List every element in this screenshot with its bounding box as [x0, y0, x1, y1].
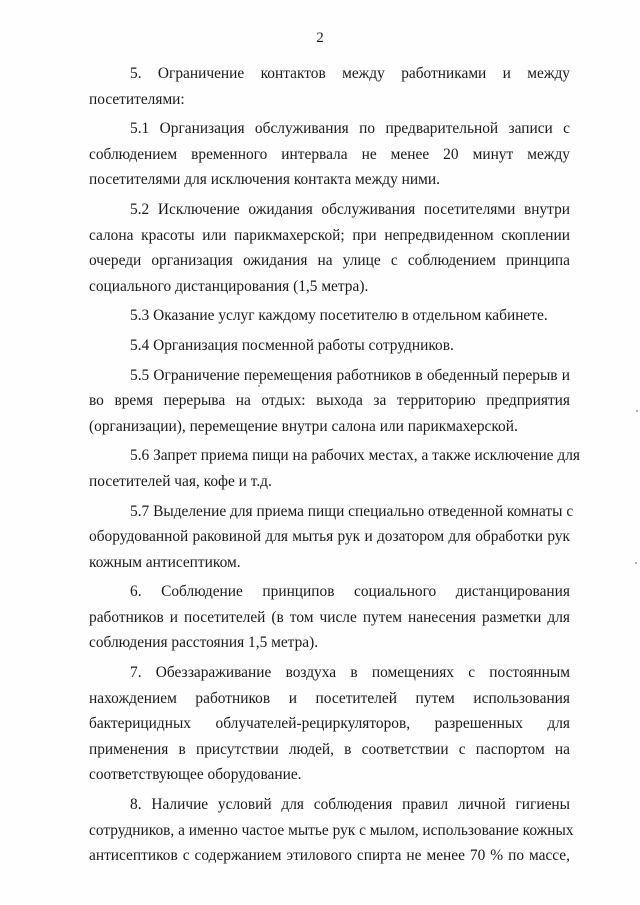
paragraph-5 [89, 61, 570, 112]
paragraph-5-2 [89, 197, 570, 299]
text-line: (организации), перемещение внутри салона или парикмахерской. [89, 417, 518, 435]
text-line: соблюдением временного интервала не менее 20 минут между [89, 145, 570, 163]
text-line: оборудованной раковиной для мытья рук и дозатором для обработки рук [89, 528, 570, 546]
scan-speck [635, 562, 637, 564]
text-line: во время перерыва на отдых: выхода за территорию предприятия [89, 392, 570, 410]
paragraph-6 [89, 579, 570, 656]
text-line: 5.3 Оказание услуг каждому посетителю в отдельном кабинете. [130, 307, 548, 325]
paragraph-5-5 [89, 363, 570, 440]
text-line: 7. Обеззараживание воздуха в помещениях с постоянным [130, 664, 570, 682]
text-line: 5. Ограничение контактов между работниками и между [130, 65, 570, 82]
paragraph-5-3 [89, 303, 570, 329]
text-line: 5.1 Организация обслуживания по предварительной записи с [130, 120, 570, 138]
text-line: 5.2 Исключение ожидания обслуживания посетителями внутри [130, 200, 570, 218]
text-line: очереди организация ожидания на улице с соблюдением принципа [89, 252, 570, 270]
text-line: работников и посетителей (в том числе путем нанесения разметки для [89, 608, 570, 626]
paragraph-8 [89, 792, 574, 869]
text-line: 5.5 Ограничение перемещения работников в обеденный перерыв и [130, 366, 570, 384]
text-line: 5.4 Организация посменной работы сотрудников. [130, 336, 454, 354]
scan-speck [636, 410, 638, 412]
paragraph-5-1 [89, 116, 570, 193]
text-line: антисептиков с содержанием этилового спирта не менее 70 % по массе, [89, 847, 570, 865]
text-line: 5.7 Выделение для приема пищи специально отведенной комнаты с [130, 502, 574, 520]
text-line: сотрудников, а именно частое мытье рук с мылом, использование кожных [89, 821, 574, 839]
document-body [89, 61, 580, 873]
text-line: соответствующее оборудование. [89, 766, 302, 784]
text-line: соблюдения расстояния 1,5 метра). [89, 634, 319, 652]
text-line: 8. Наличие условий для соблюдения правил личной гигиены [130, 796, 570, 814]
text-line: применения в присутствии людей, в соответствии с паспортом на [89, 740, 570, 758]
paragraph-5-7 [89, 499, 574, 576]
text-line: посетителями для исключения контакта между ними. [89, 171, 440, 189]
text-line: посетителей чая, кофе и т.д. [89, 472, 272, 490]
scan-speck [258, 385, 260, 387]
text-line: посетителями: [89, 90, 185, 108]
text-line: кожным антисептиком. [89, 553, 241, 571]
page-number: 2 [316, 30, 324, 46]
text-line: салона красоты или парикмахерской; при непредвиденном скоплении [89, 226, 570, 244]
text-line: социального дистанцирования (1,5 метра). [89, 277, 369, 295]
text-line: 5.6 Запрет приема пищи на рабочих местах, а также исключение для [130, 447, 580, 465]
text-line: 6. Соблюдение принципов социального дистанцирования [130, 583, 570, 601]
paragraph-5-4 [89, 333, 570, 359]
paragraph-5-6 [89, 443, 580, 494]
text-line: нахождением работников и посетителей путем использования [89, 689, 570, 707]
text-line: бактерицидных облучателей-рециркуляторов, разрешенных для [89, 715, 570, 733]
paragraph-7 [89, 660, 570, 788]
